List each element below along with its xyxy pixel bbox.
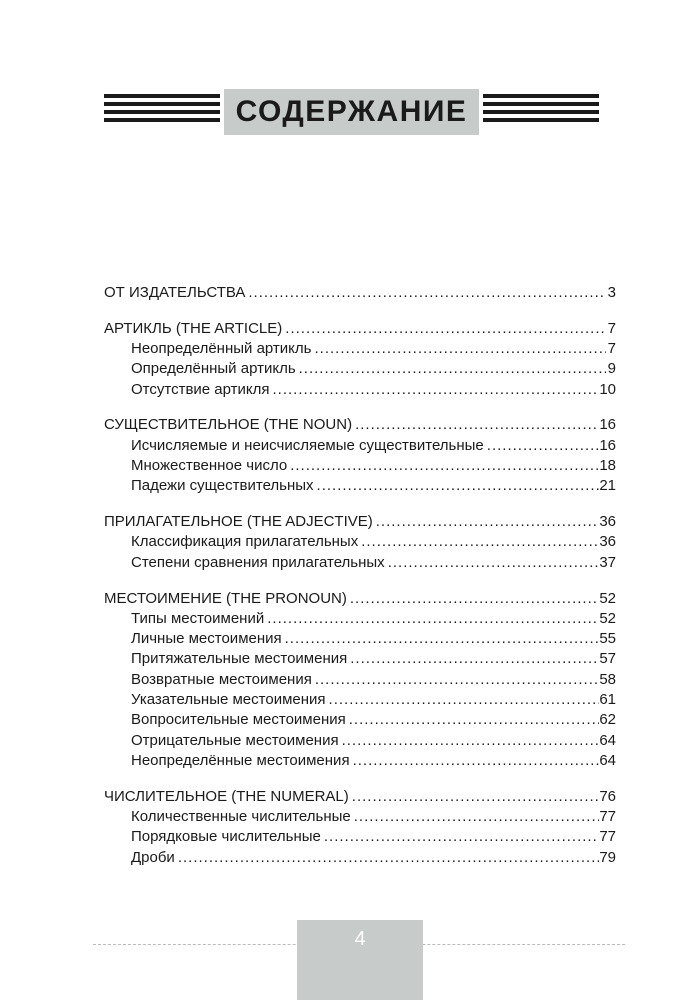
toc-page-number: 77 bbox=[599, 828, 616, 846]
toc-page-number: 57 bbox=[599, 650, 616, 668]
toc-page-number: 58 bbox=[599, 670, 616, 688]
dot-leader bbox=[326, 690, 600, 710]
dot-leader bbox=[358, 532, 599, 552]
toc-page-number: 55 bbox=[599, 630, 616, 648]
dot-leader bbox=[175, 848, 599, 868]
table-of-contents bbox=[104, 283, 616, 883]
toc-page-number: 79 bbox=[599, 848, 616, 866]
dot-leader bbox=[282, 319, 606, 339]
toc-page-number: 36 bbox=[599, 513, 616, 531]
toc-page-number: 52 bbox=[599, 589, 616, 607]
dot-leader bbox=[352, 415, 599, 435]
toc-page-number: 7 bbox=[607, 319, 616, 337]
toc-subentry[interactable] bbox=[104, 827, 616, 847]
toc-subentry-label: Возвратные местоимения bbox=[131, 670, 312, 688]
toc-subentry[interactable] bbox=[104, 609, 616, 629]
toc-entry-label: ПРИЛАГАТЕЛЬНОЕ (THE ADJECTIVE) bbox=[104, 513, 373, 531]
toc-page-number: 21 bbox=[599, 477, 616, 495]
toc-subentry[interactable] bbox=[104, 380, 616, 400]
dot-leader bbox=[282, 629, 600, 649]
toc-section bbox=[104, 415, 616, 496]
toc-subentry[interactable] bbox=[104, 649, 616, 669]
toc-section bbox=[104, 787, 616, 868]
dot-leader bbox=[346, 710, 600, 730]
toc-subentry[interactable] bbox=[104, 629, 616, 649]
dot-leader bbox=[349, 787, 600, 807]
toc-page-number: 36 bbox=[599, 533, 616, 551]
toc-entry[interactable] bbox=[104, 319, 616, 339]
decorative-stripes-right bbox=[483, 94, 599, 130]
toc-entry-label: АРТИКЛЬ (THE ARTICLE) bbox=[104, 319, 283, 337]
dot-leader bbox=[296, 359, 606, 379]
toc-page-number: 16 bbox=[599, 416, 616, 434]
toc-subentry-label: Отсутствие артикля bbox=[131, 380, 270, 398]
toc-subentry[interactable] bbox=[104, 807, 616, 827]
toc-subentry[interactable] bbox=[104, 359, 616, 379]
dot-leader bbox=[311, 339, 606, 359]
page-number-tab bbox=[297, 920, 423, 1000]
toc-subentry-label: Падежи существительных bbox=[131, 477, 314, 495]
toc-entry[interactable] bbox=[104, 415, 616, 435]
toc-subentry[interactable] bbox=[104, 532, 616, 552]
toc-subentry-label: Количественные числительные bbox=[131, 808, 351, 826]
toc-subentry[interactable] bbox=[104, 731, 616, 751]
dot-leader bbox=[351, 807, 600, 827]
toc-entry-label: СУЩЕСТВИТЕЛЬНОЕ (THE NOUN) bbox=[104, 416, 353, 434]
toc-subentry[interactable] bbox=[104, 476, 616, 496]
contents-header bbox=[104, 89, 599, 135]
toc-subentry-label: Неопределённый артикль bbox=[131, 340, 312, 358]
toc-subentry-label: Притяжательные местоимения bbox=[131, 650, 348, 668]
toc-subentry[interactable] bbox=[104, 710, 616, 730]
toc-subentry-label: Вопросительные местоимения bbox=[131, 711, 346, 729]
page-number: 4 bbox=[354, 928, 366, 950]
toc-subentry-label: Неопределённые местоимения bbox=[131, 751, 350, 769]
toc-subentry-label: Отрицательные местоимения bbox=[131, 731, 339, 749]
dot-leader bbox=[314, 476, 600, 496]
toc-subentry-label: Типы местоимений bbox=[131, 609, 265, 627]
toc-subentry-label: Степени сравнения прилагательных bbox=[131, 553, 385, 571]
title-box bbox=[224, 89, 479, 135]
toc-page-number: 16 bbox=[599, 436, 616, 454]
dot-leader bbox=[347, 589, 599, 609]
toc-subentry[interactable] bbox=[104, 751, 616, 771]
toc-subentry[interactable] bbox=[104, 848, 616, 868]
toc-subentry[interactable] bbox=[104, 456, 616, 476]
dot-leader bbox=[350, 751, 600, 771]
dot-leader bbox=[339, 731, 600, 751]
toc-page-number: 77 bbox=[599, 808, 616, 826]
toc-page-number: 64 bbox=[599, 731, 616, 749]
toc-page-number: 7 bbox=[607, 340, 616, 358]
toc-page-number: 64 bbox=[599, 751, 616, 769]
toc-page-number: 61 bbox=[599, 691, 616, 709]
toc-subentry-label: Классификация прилагательных bbox=[131, 533, 359, 551]
toc-page-number: 10 bbox=[599, 380, 616, 398]
toc-page-number: 52 bbox=[599, 609, 616, 627]
toc-subentry-label: Исчисляемые и неисчисляемые существительные bbox=[131, 436, 484, 454]
toc-subentry[interactable] bbox=[104, 690, 616, 710]
toc-entry-label: ОТ ИЗДАТЕЛЬСТВА bbox=[104, 284, 246, 301]
toc-page-number: 62 bbox=[599, 711, 616, 729]
page-title: СОДЕРЖАНИЕ bbox=[235, 95, 468, 128]
toc-entry-label: ЧИСЛИТЕЛЬНОЕ (THE NUMERAL) bbox=[104, 787, 349, 805]
dot-leader bbox=[287, 456, 599, 476]
toc-page-number: 18 bbox=[599, 457, 616, 475]
toc-page-number: 9 bbox=[607, 360, 616, 378]
toc-page-number: 3 bbox=[607, 284, 616, 301]
dot-leader bbox=[270, 380, 600, 400]
dot-leader bbox=[264, 609, 599, 629]
toc-subentry-label: Дроби bbox=[131, 848, 175, 866]
toc-subentry-label: Личные местоимения bbox=[131, 630, 282, 648]
dot-leader bbox=[321, 827, 599, 847]
toc-subentry[interactable] bbox=[104, 553, 616, 573]
toc-subentry[interactable] bbox=[104, 339, 616, 359]
toc-entry[interactable] bbox=[104, 512, 616, 532]
toc-entry[interactable] bbox=[104, 787, 616, 807]
toc-subentry-label: Определённый артикль bbox=[131, 360, 296, 378]
toc-subentry-label: Указательные местоимения bbox=[131, 691, 326, 709]
toc-entry-label: МЕСТОИМЕНИЕ (THE PRONOUN) bbox=[104, 589, 347, 607]
toc-entry[interactable] bbox=[104, 283, 616, 303]
decorative-stripes-left bbox=[104, 94, 220, 130]
dot-leader bbox=[484, 436, 600, 456]
dot-leader bbox=[245, 283, 606, 303]
dot-leader bbox=[385, 553, 600, 573]
toc-subentry-label: Множественное число bbox=[131, 457, 288, 475]
toc-page-number: 37 bbox=[599, 553, 616, 571]
toc-section bbox=[104, 589, 616, 772]
toc-section bbox=[104, 319, 616, 400]
toc-section bbox=[104, 283, 616, 303]
dot-leader bbox=[312, 670, 599, 690]
dot-leader bbox=[347, 649, 599, 669]
toc-section bbox=[104, 512, 616, 573]
toc-subentry-label: Порядковые числительные bbox=[131, 828, 321, 846]
toc-subentry[interactable] bbox=[104, 436, 616, 456]
dot-leader bbox=[373, 512, 600, 532]
toc-entry[interactable] bbox=[104, 589, 616, 609]
toc-page-number: 76 bbox=[599, 787, 616, 805]
toc-subentry[interactable] bbox=[104, 670, 616, 690]
